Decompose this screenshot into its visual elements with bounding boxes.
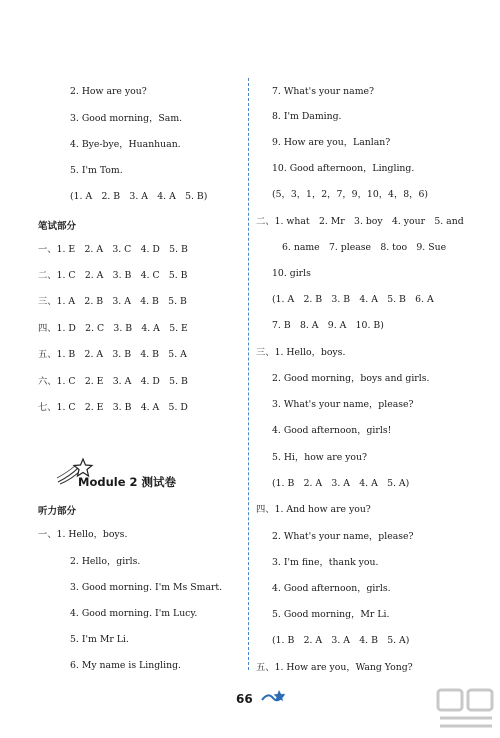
left-column-line: 6. My name is Lingling. [70, 660, 181, 671]
left-column-line: 六、1. C 2. E 3. A 4. D 5. B [38, 376, 188, 387]
left-column-line: 5. I'm Mr Li. [70, 634, 129, 645]
right-column-line: 五、1. How are you，Wang Yong? [256, 662, 413, 673]
right-column-line: 8. I'm Daming. [272, 111, 342, 122]
right-column-line: (1. B 2. A 3. A 4. A 5. A) [272, 478, 410, 489]
module-title: Module 2 测试卷 [78, 475, 177, 489]
right-column-line: 3. I'm fine，thank you. [272, 557, 379, 568]
right-column-line: 二、1. what 2. Mr 3. boy 4. your 5. and [256, 216, 464, 227]
right-column-line: 7. What's your name? [272, 86, 374, 97]
right-column-line: 四、1. And how are you? [256, 504, 371, 515]
left-column-line: 一、1. E 2. A 3. C 4. D 5. B [38, 244, 188, 255]
watermark-logo-icon [434, 686, 498, 732]
left-column-line: (1. A 2. B 3. A 4. A 5. B) [70, 191, 208, 202]
left-column-line: 4. Good morning. I'm Lucy. [70, 608, 198, 619]
left-column-line: 2. Hello，girls. [70, 556, 141, 567]
left-column-line: 一、1. Hello，boys. [38, 529, 128, 540]
right-column-line: 10. Good afternoon，Lingling. [272, 163, 415, 174]
right-column-line: 5. Good morning，Mr Li. [272, 609, 390, 620]
right-column-line: 2. What's your name，please? [272, 531, 414, 542]
right-column-line: 5. Hi，how are you? [272, 452, 367, 463]
column-divider [248, 78, 249, 670]
left-column-line: 2. How are you? [70, 86, 147, 97]
right-column-line: (5，3，1，2，7，9，10，4，8，6) [272, 189, 428, 200]
left-column-line: 三、1. A 2. B 3. A 4. B 5. B [38, 296, 187, 307]
left-column-line: 五、1. B 2. A 3. B 4. B 5. A [38, 349, 187, 360]
left-column-line: 3. Good morning，Sam. [70, 113, 183, 124]
page-number: 66 [236, 692, 253, 706]
right-column-line: 7. B 8. A 9. A 10. B) [272, 320, 384, 331]
left-column-line: 4. Bye-bye，Huanhuan. [70, 139, 181, 150]
right-column-line: 6. name 7. please 8. too 9. Sue [282, 242, 447, 253]
left-column-line: 5. I'm Tom. [70, 165, 123, 176]
right-column-line: 4. Good afternoon，girls. [272, 583, 391, 594]
left-column-line: 二、1. C 2. A 3. B 4. C 5. B [38, 270, 188, 281]
left-column-line: 3. Good morning. I'm Ms Smart. [70, 582, 223, 593]
right-column-line: 9. How are you，Lanlan? [272, 137, 391, 148]
right-column-line: (1. B 2. A 3. A 4. B 5. A) [272, 635, 410, 646]
page-number-decoration-icon [260, 688, 286, 706]
right-column-line: 3. What's your name，please? [272, 399, 414, 410]
right-column-line: (1. A 2. B 3. B 4. A 5. B 6. A [272, 294, 434, 305]
left-column-line: 七、1. C 2. E 3. B 4. A 5. D [38, 402, 188, 413]
left-column-line: 四、1. D 2. C 3. B 4. A 5. E [38, 323, 188, 334]
right-column-line: 4. Good afternoon，girls! [272, 425, 392, 436]
right-column-line: 10. girls [272, 268, 311, 279]
right-column-line: 2. Good morning，boys and girls. [272, 373, 430, 384]
section-heading: 笔试部分 [38, 221, 77, 232]
right-column-line: 三、1. Hello，boys. [256, 347, 346, 358]
section-heading: 听力部分 [38, 506, 77, 517]
